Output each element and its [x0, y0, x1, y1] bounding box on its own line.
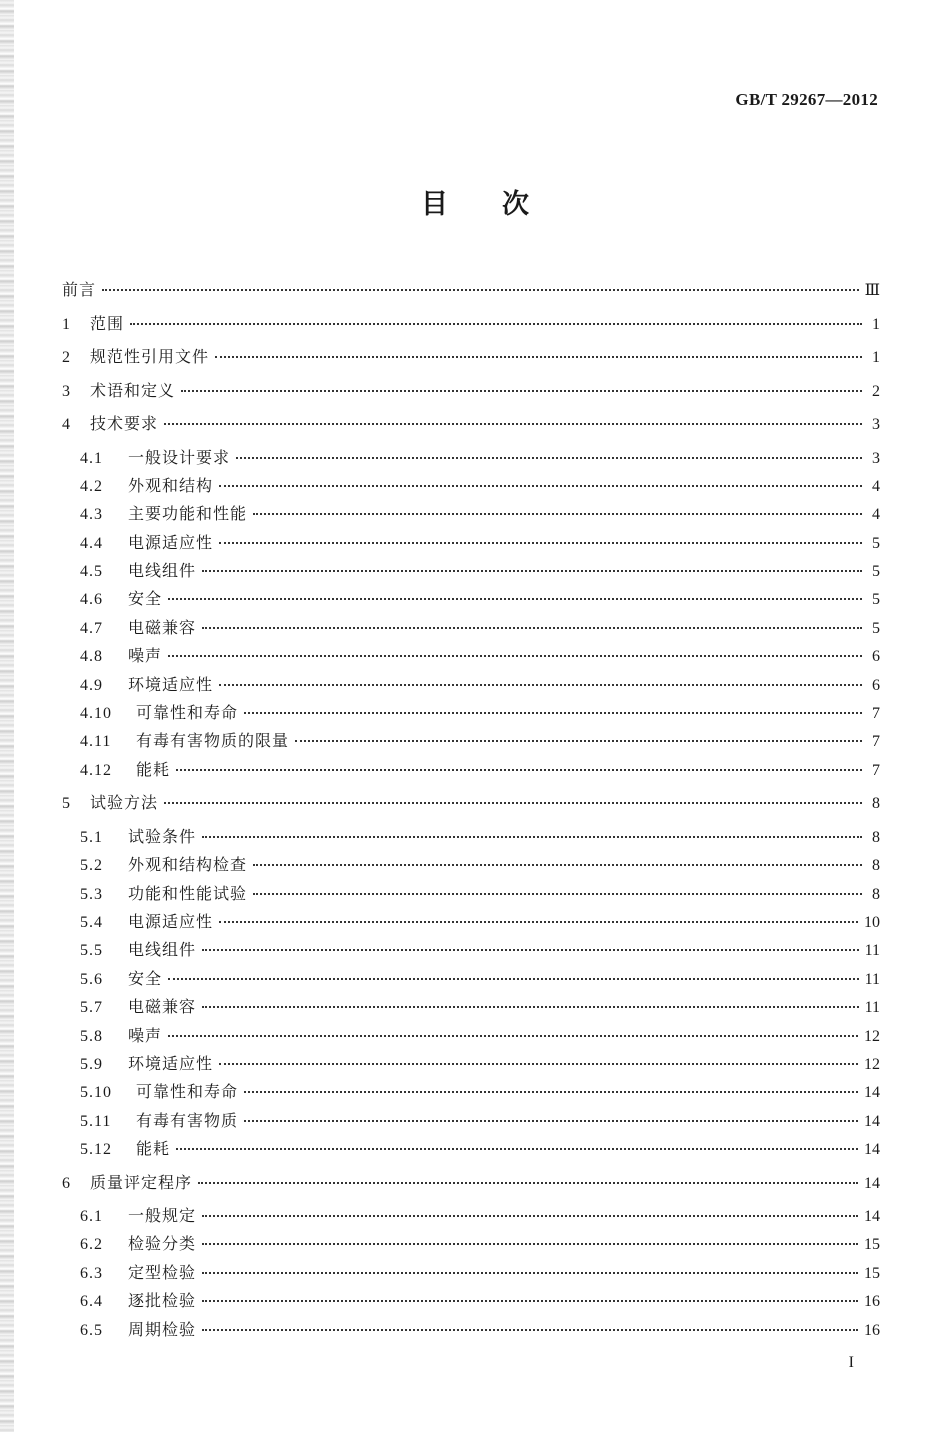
toc-entry-page: 14	[864, 1174, 880, 1192]
toc-entry-title: 有毒有害物质的限量	[136, 731, 290, 751]
toc-entry-title: 电磁兼容	[128, 617, 197, 637]
toc-entry-number: 4.3	[80, 506, 103, 524]
toc-subentry[interactable]	[62, 997, 880, 1025]
toc-entry-title: 范围	[90, 313, 125, 333]
toc-dot-leader	[244, 712, 862, 714]
toc-entry-title: 电线组件	[128, 940, 197, 960]
toc-entry-title: 一般设计要求	[128, 447, 231, 467]
toc-entry-page: 1	[872, 349, 880, 366]
toc-entry-title: 前言	[62, 280, 97, 299]
toc-entry-title: 环境适应性	[128, 674, 214, 694]
toc-dot-leader	[164, 802, 862, 804]
toc-subentry[interactable]	[62, 1139, 880, 1173]
toc-subentry[interactable]	[62, 1111, 880, 1139]
toc-dot-leader	[202, 570, 862, 572]
toc-entry-page: 14	[864, 1084, 880, 1102]
toc-entry-page: 5	[872, 591, 880, 609]
toc-entry-page: 8	[872, 857, 880, 875]
toc-subentry[interactable]	[62, 476, 880, 504]
toc-dot-leader	[168, 598, 862, 600]
toc-subentry[interactable]	[62, 533, 880, 561]
toc-entry[interactable]	[62, 280, 880, 314]
toc-entry-title: 安全	[128, 589, 163, 609]
toc-entry-title: 安全	[128, 968, 163, 988]
toc-entry-page: 6	[872, 648, 880, 666]
toc-dot-leader	[176, 769, 862, 771]
page-title	[0, 182, 950, 221]
toc-entry-title: 周期检验	[128, 1319, 197, 1339]
toc-entry-title: 技术要求	[90, 414, 159, 433]
toc-dot-leader	[219, 684, 862, 686]
toc-entry-number: 5.2	[80, 857, 103, 875]
toc-entry-title: 定型检验	[128, 1262, 197, 1282]
toc-subentry[interactable]	[62, 589, 880, 617]
toc-entry-number: 4.7	[80, 619, 103, 637]
toc-dot-leader	[202, 1243, 858, 1245]
document-code: GB/T 29267—2012	[735, 90, 878, 109]
toc-entry-title: 主要功能和性能	[128, 504, 248, 524]
toc-subentry[interactable]	[62, 731, 880, 759]
toc-entry-number: 5.6	[80, 970, 103, 988]
toc-entry-number: 4.4	[80, 534, 103, 552]
toc-subentry[interactable]	[62, 827, 880, 855]
toc-entry-title: 一般规定	[128, 1206, 197, 1226]
toc-entry-title: 电源适应性	[128, 532, 214, 552]
toc-dot-leader	[215, 356, 862, 358]
toc-entry-number: 5.1	[80, 828, 103, 846]
toc-entry-number: 6	[62, 1174, 70, 1192]
toc-dot-leader	[176, 1148, 858, 1150]
toc-subentry[interactable]	[62, 969, 880, 997]
toc-entry-title: 规范性引用文件	[90, 347, 210, 366]
toc-subentry[interactable]	[62, 618, 880, 646]
toc-entry-number: 5.9	[80, 1055, 103, 1073]
toc-entry-title: 外观和结构检查	[128, 855, 248, 875]
toc-entry-number: 5.11	[80, 1112, 112, 1130]
toc-entry-page: 11	[864, 970, 880, 988]
toc-entry-page: 14	[864, 1208, 880, 1226]
toc-subentry[interactable]	[62, 884, 880, 912]
toc-subentry[interactable]	[62, 561, 880, 589]
toc-entry-page: 15	[864, 1236, 880, 1254]
toc-dot-leader	[168, 1035, 858, 1037]
toc-entry-number: 1	[62, 315, 70, 333]
toc-entry-number: 5	[62, 795, 70, 813]
toc-entry-page: 11	[864, 999, 880, 1017]
toc-dot-leader	[202, 836, 862, 838]
toc-dot-leader	[202, 627, 862, 629]
toc-entry-number: 3	[62, 382, 70, 400]
toc-entry-title: 电源适应性	[128, 911, 214, 931]
toc-entry-number: 5.10	[80, 1084, 112, 1102]
page-number: I	[848, 1354, 854, 1371]
toc-entry-number: 6.4	[80, 1293, 103, 1311]
toc-dot-leader	[219, 542, 862, 544]
toc-dot-leader	[202, 1300, 858, 1302]
toc-entry-title: 有毒有害物质	[136, 1110, 239, 1130]
toc-subentry[interactable]	[62, 646, 880, 674]
toc-entry-page: 7	[872, 761, 880, 779]
toc-dot-leader	[236, 457, 862, 459]
toc-entry-title: 外观和结构	[128, 475, 214, 495]
toc-dot-leader	[219, 485, 862, 487]
toc-entry-number: 6.1	[80, 1208, 103, 1226]
toc-entry-title: 可靠性和寿命	[136, 703, 239, 723]
toc-entry-title: 检验分类	[128, 1234, 197, 1254]
toc-subentry[interactable]	[62, 855, 880, 883]
toc-entry-number: 4.8	[80, 648, 103, 666]
toc-entry-number: 4.5	[80, 563, 103, 581]
toc-dot-leader	[295, 740, 862, 742]
page-title-part1: 目	[421, 189, 448, 220]
toc-entry[interactable]	[62, 414, 880, 448]
toc-entry[interactable]	[62, 347, 880, 381]
toc-entry-page: 14	[864, 1141, 880, 1159]
toc-entry-title: 环境适应性	[128, 1053, 214, 1073]
toc-subentry[interactable]	[62, 1206, 880, 1234]
toc-entry-page: 5	[872, 563, 880, 581]
toc-entry-title: 电线组件	[128, 561, 197, 581]
toc-entry-number: 6.5	[80, 1321, 103, 1339]
toc-dot-leader	[202, 1329, 858, 1331]
toc-entry-page: 6	[872, 676, 880, 694]
toc-entry-page: 4	[872, 506, 880, 524]
toc-entry-page: 5	[872, 619, 880, 637]
toc-entry-page: 3	[872, 416, 880, 433]
toc-entry-number: 5.7	[80, 999, 103, 1017]
toc-dot-leader	[253, 893, 862, 895]
toc-entry-page: 8	[872, 795, 880, 813]
toc-entry-title: 可靠性和寿命	[136, 1082, 239, 1102]
toc-dot-leader	[253, 864, 862, 866]
toc-dot-leader	[130, 323, 862, 325]
toc-dot-leader	[202, 1006, 859, 1008]
page-title-part2: 次	[502, 189, 529, 220]
toc-subentry[interactable]	[62, 675, 880, 703]
toc-entry-title: 质量评定程序	[90, 1172, 193, 1192]
toc-entry-number: 5.8	[80, 1027, 103, 1045]
toc-entry-page: 16	[864, 1321, 880, 1339]
toc-subentry[interactable]	[62, 1082, 880, 1110]
toc-dot-leader	[244, 1120, 858, 1122]
toc-entry-page: 11	[864, 942, 880, 960]
toc-entry-number: 6.3	[80, 1264, 103, 1282]
toc-entry-title: 噪声	[128, 646, 163, 666]
toc-entry-number: 4.2	[80, 477, 103, 495]
toc-dot-leader	[164, 423, 862, 425]
toc-dot-leader	[198, 1182, 858, 1184]
toc-entry[interactable]	[62, 381, 880, 415]
toc-subentry[interactable]	[62, 1054, 880, 1082]
toc-entry-page: 2	[872, 382, 880, 400]
toc-entry-page: Ⅲ	[864, 282, 880, 299]
toc-subentry[interactable]	[62, 1291, 880, 1319]
toc-entry-number: 4	[62, 416, 70, 433]
toc-entry[interactable]	[62, 1173, 880, 1207]
toc-entry[interactable]	[62, 314, 880, 348]
toc-entry-page: 4	[872, 477, 880, 495]
toc-dot-leader	[253, 513, 862, 515]
toc-subentry[interactable]	[62, 504, 880, 532]
toc-entry-number: 5.5	[80, 942, 103, 960]
toc-entry-page: 10	[864, 913, 880, 931]
toc-entry-page: 7	[872, 733, 880, 751]
toc-dot-leader	[168, 655, 862, 657]
toc-dot-leader	[202, 1215, 858, 1217]
toc-dot-leader	[219, 921, 858, 923]
toc-entry-number: 5.3	[80, 885, 103, 903]
toc-entry-number: 4.9	[80, 676, 103, 694]
toc-entry-page: 15	[864, 1264, 880, 1282]
toc-entry-number: 4.1	[80, 449, 103, 467]
toc-entry[interactable]	[62, 793, 880, 827]
toc-entry-number: 2	[62, 349, 70, 366]
toc-entry-title: 噪声	[128, 1025, 163, 1045]
toc-entry-title: 能耗	[136, 1139, 171, 1159]
toc-entry-number: 5.12	[80, 1141, 112, 1159]
toc-entry-number: 4.10	[80, 705, 112, 723]
toc-subentry[interactable]	[62, 703, 880, 731]
toc-subentry[interactable]	[62, 448, 880, 476]
toc-entry-page: 1	[872, 315, 880, 333]
toc-entry-title: 功能和性能试验	[128, 883, 248, 903]
toc-entry-page: 3	[872, 449, 880, 467]
toc-entry-page: 7	[872, 705, 880, 723]
toc-entry-title: 试验条件	[128, 826, 197, 846]
toc-subentry[interactable]	[62, 1320, 880, 1348]
table-of-contents	[62, 280, 880, 1348]
toc-dot-leader	[219, 1063, 858, 1065]
toc-entry-number: 4.6	[80, 591, 103, 609]
toc-entry-number: 5.4	[80, 913, 103, 931]
toc-dot-leader	[181, 390, 862, 392]
toc-entry-title: 术语和定义	[90, 380, 176, 400]
toc-entry-title: 逐批检验	[128, 1291, 197, 1311]
toc-subentry[interactable]	[62, 1026, 880, 1054]
toc-entry-page: 12	[864, 1027, 880, 1045]
toc-dot-leader	[102, 289, 859, 291]
toc-entry-page: 16	[864, 1293, 880, 1311]
toc-dot-leader	[168, 978, 859, 980]
toc-subentry[interactable]	[62, 912, 880, 940]
toc-subentry[interactable]	[62, 1234, 880, 1262]
toc-subentry[interactable]	[62, 1263, 880, 1291]
toc-entry-title: 能耗	[136, 759, 171, 779]
toc-entry-title: 试验方法	[90, 793, 159, 813]
toc-entry-page: 8	[872, 885, 880, 903]
toc-entry-page: 14	[864, 1112, 880, 1130]
toc-dot-leader	[202, 1272, 858, 1274]
toc-entry-number: 6.2	[80, 1236, 103, 1254]
toc-entry-number: 4.11	[80, 733, 112, 751]
toc-entry-number: 4.12	[80, 761, 112, 779]
toc-entry-title: 电磁兼容	[128, 997, 197, 1017]
toc-dot-leader	[202, 949, 859, 951]
toc-entry-page: 5	[872, 534, 880, 552]
toc-entry-page: 8	[872, 828, 880, 846]
toc-subentry[interactable]	[62, 760, 880, 794]
toc-entry-page: 12	[864, 1055, 880, 1073]
toc-dot-leader	[244, 1091, 858, 1093]
toc-subentry[interactable]	[62, 940, 880, 968]
